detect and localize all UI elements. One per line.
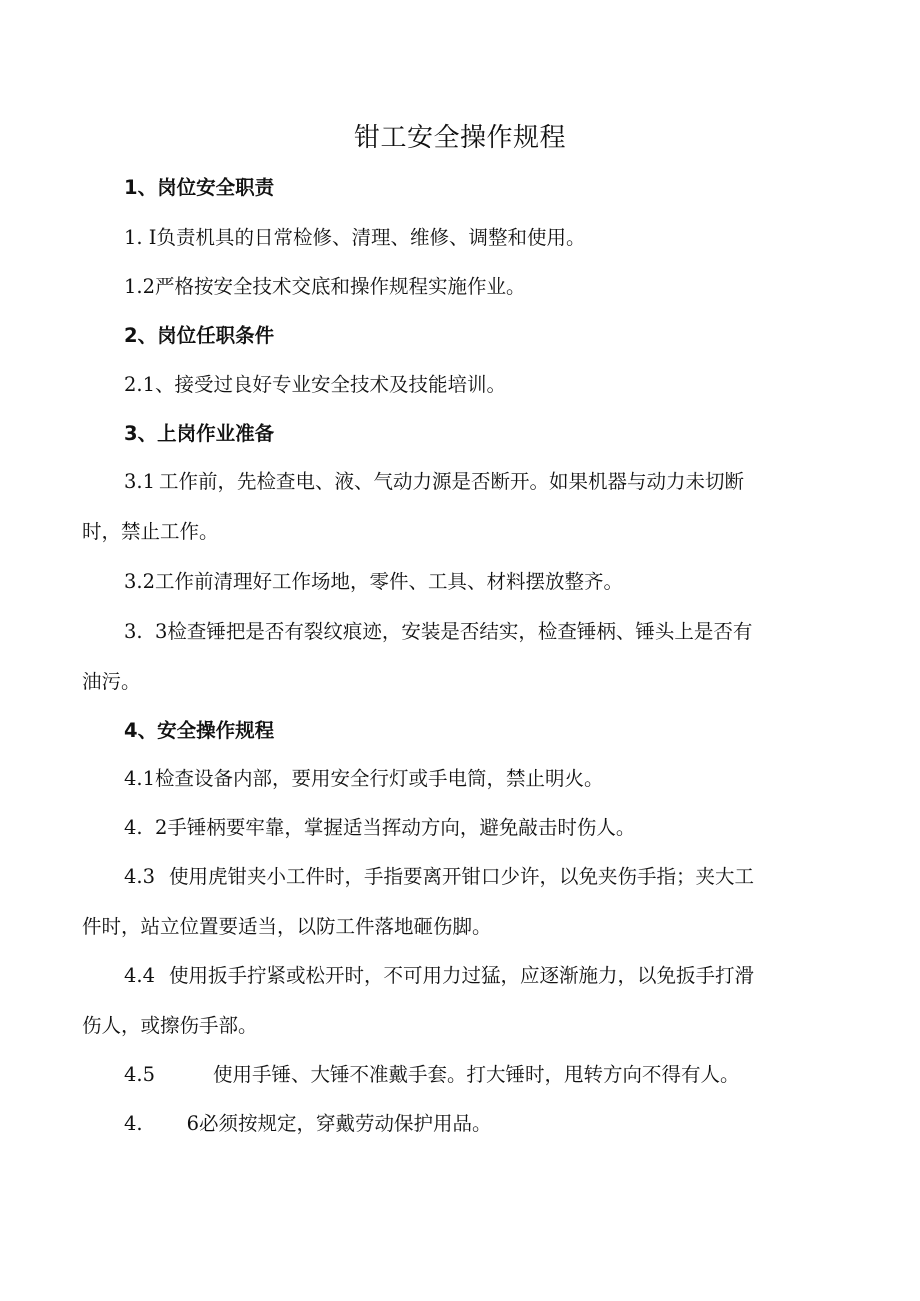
clause-4-6 [124,1109,492,1139]
clause-number: 4.3 [124,865,156,888]
clause-text: 使用手锤、大锤不准戴手套。打大锤时，甩转方向不得有人。 [213,1063,740,1086]
clause-text: 检查锤把是否有裂纹痕迹，安装是否结实，检查锤柄、锤头上是否有 [167,620,753,643]
clause-1-2 [124,272,526,302]
clause-4-3-continuation: 件时，站立位置要适当，以防工件落地砸伤脚。 [82,915,492,938]
clause-4-4-continuation: 伤人，或擦伤手部。 [82,1014,258,1037]
clause-4-5 [124,1060,740,1090]
clause-3-1-continuation: 时，禁止工作。 [82,520,219,543]
clause-4-3 [124,862,754,892]
clause-3-1 [124,467,744,497]
clause-text: 接受过良好专业安全技术及技能培训。 [174,373,507,396]
clause-3-2 [124,567,623,597]
clause-1-1 [124,223,586,253]
clause-text: 工作前，先检查电、液、气动力源是否断开。如果机器与动力未切断 [159,470,745,493]
clause-4-4 [124,961,754,991]
clause-text: 严格按安全技术交底和操作规程实施作业。 [155,275,526,298]
document-title: 钳工安全操作规程 [353,123,566,153]
clause-4-1 [124,764,604,794]
section-heading-4: 4、安全操作规程 [124,719,275,742]
clause-text: 检查设备内部，要用安全行灯或手电筒，禁止明火。 [155,767,604,790]
clause-number: 1. I [124,226,157,249]
clause-3-3-continuation: 油污。 [82,670,141,693]
clause-text: 使用扳手拧紧或松开时，不可用力过猛，应逐渐施力，以免扳手打滑 [169,964,755,987]
clause-number: 4.5 [124,1063,156,1086]
clause-2-1 [124,370,506,400]
clause-number: 3. 3 [124,620,168,643]
clause-number: 4. 2 [124,816,168,839]
clause-text: 使用虎钳夹小工件时，手指要离开钳口少许，以免夹伤手指；夹大工 [169,865,755,888]
clause-number: 4. [124,1112,143,1135]
clause-4-2 [124,813,635,843]
clause-number: 3.1 [124,470,156,493]
clause-number: 3.2 [124,570,156,593]
clause-text: 负责机具的日常检修、清理、维修、调整和使用。 [156,226,586,249]
clause-text: 手锤柄要牢靠，掌握适当挥动方向，避免敲击时伤人。 [167,816,636,839]
section-heading-1: 1、岗位安全职责 [124,176,275,199]
clause-number: 4.4 [124,964,156,987]
clause-number: 2.1、 [124,373,175,396]
clause-text: 工作前清理好工作场地，零件、工具、材料摆放整齐。 [155,570,624,593]
clause-number: 4.1 [124,767,156,790]
clause-3-3 [124,617,752,647]
clause-number: 1.2 [124,275,156,298]
section-heading-3: 3、上岗作业准备 [124,422,275,445]
section-heading-2: 2、岗位任职条件 [124,324,275,347]
clause-text: 6必须按规定，穿戴劳动保护用品。 [186,1112,492,1135]
